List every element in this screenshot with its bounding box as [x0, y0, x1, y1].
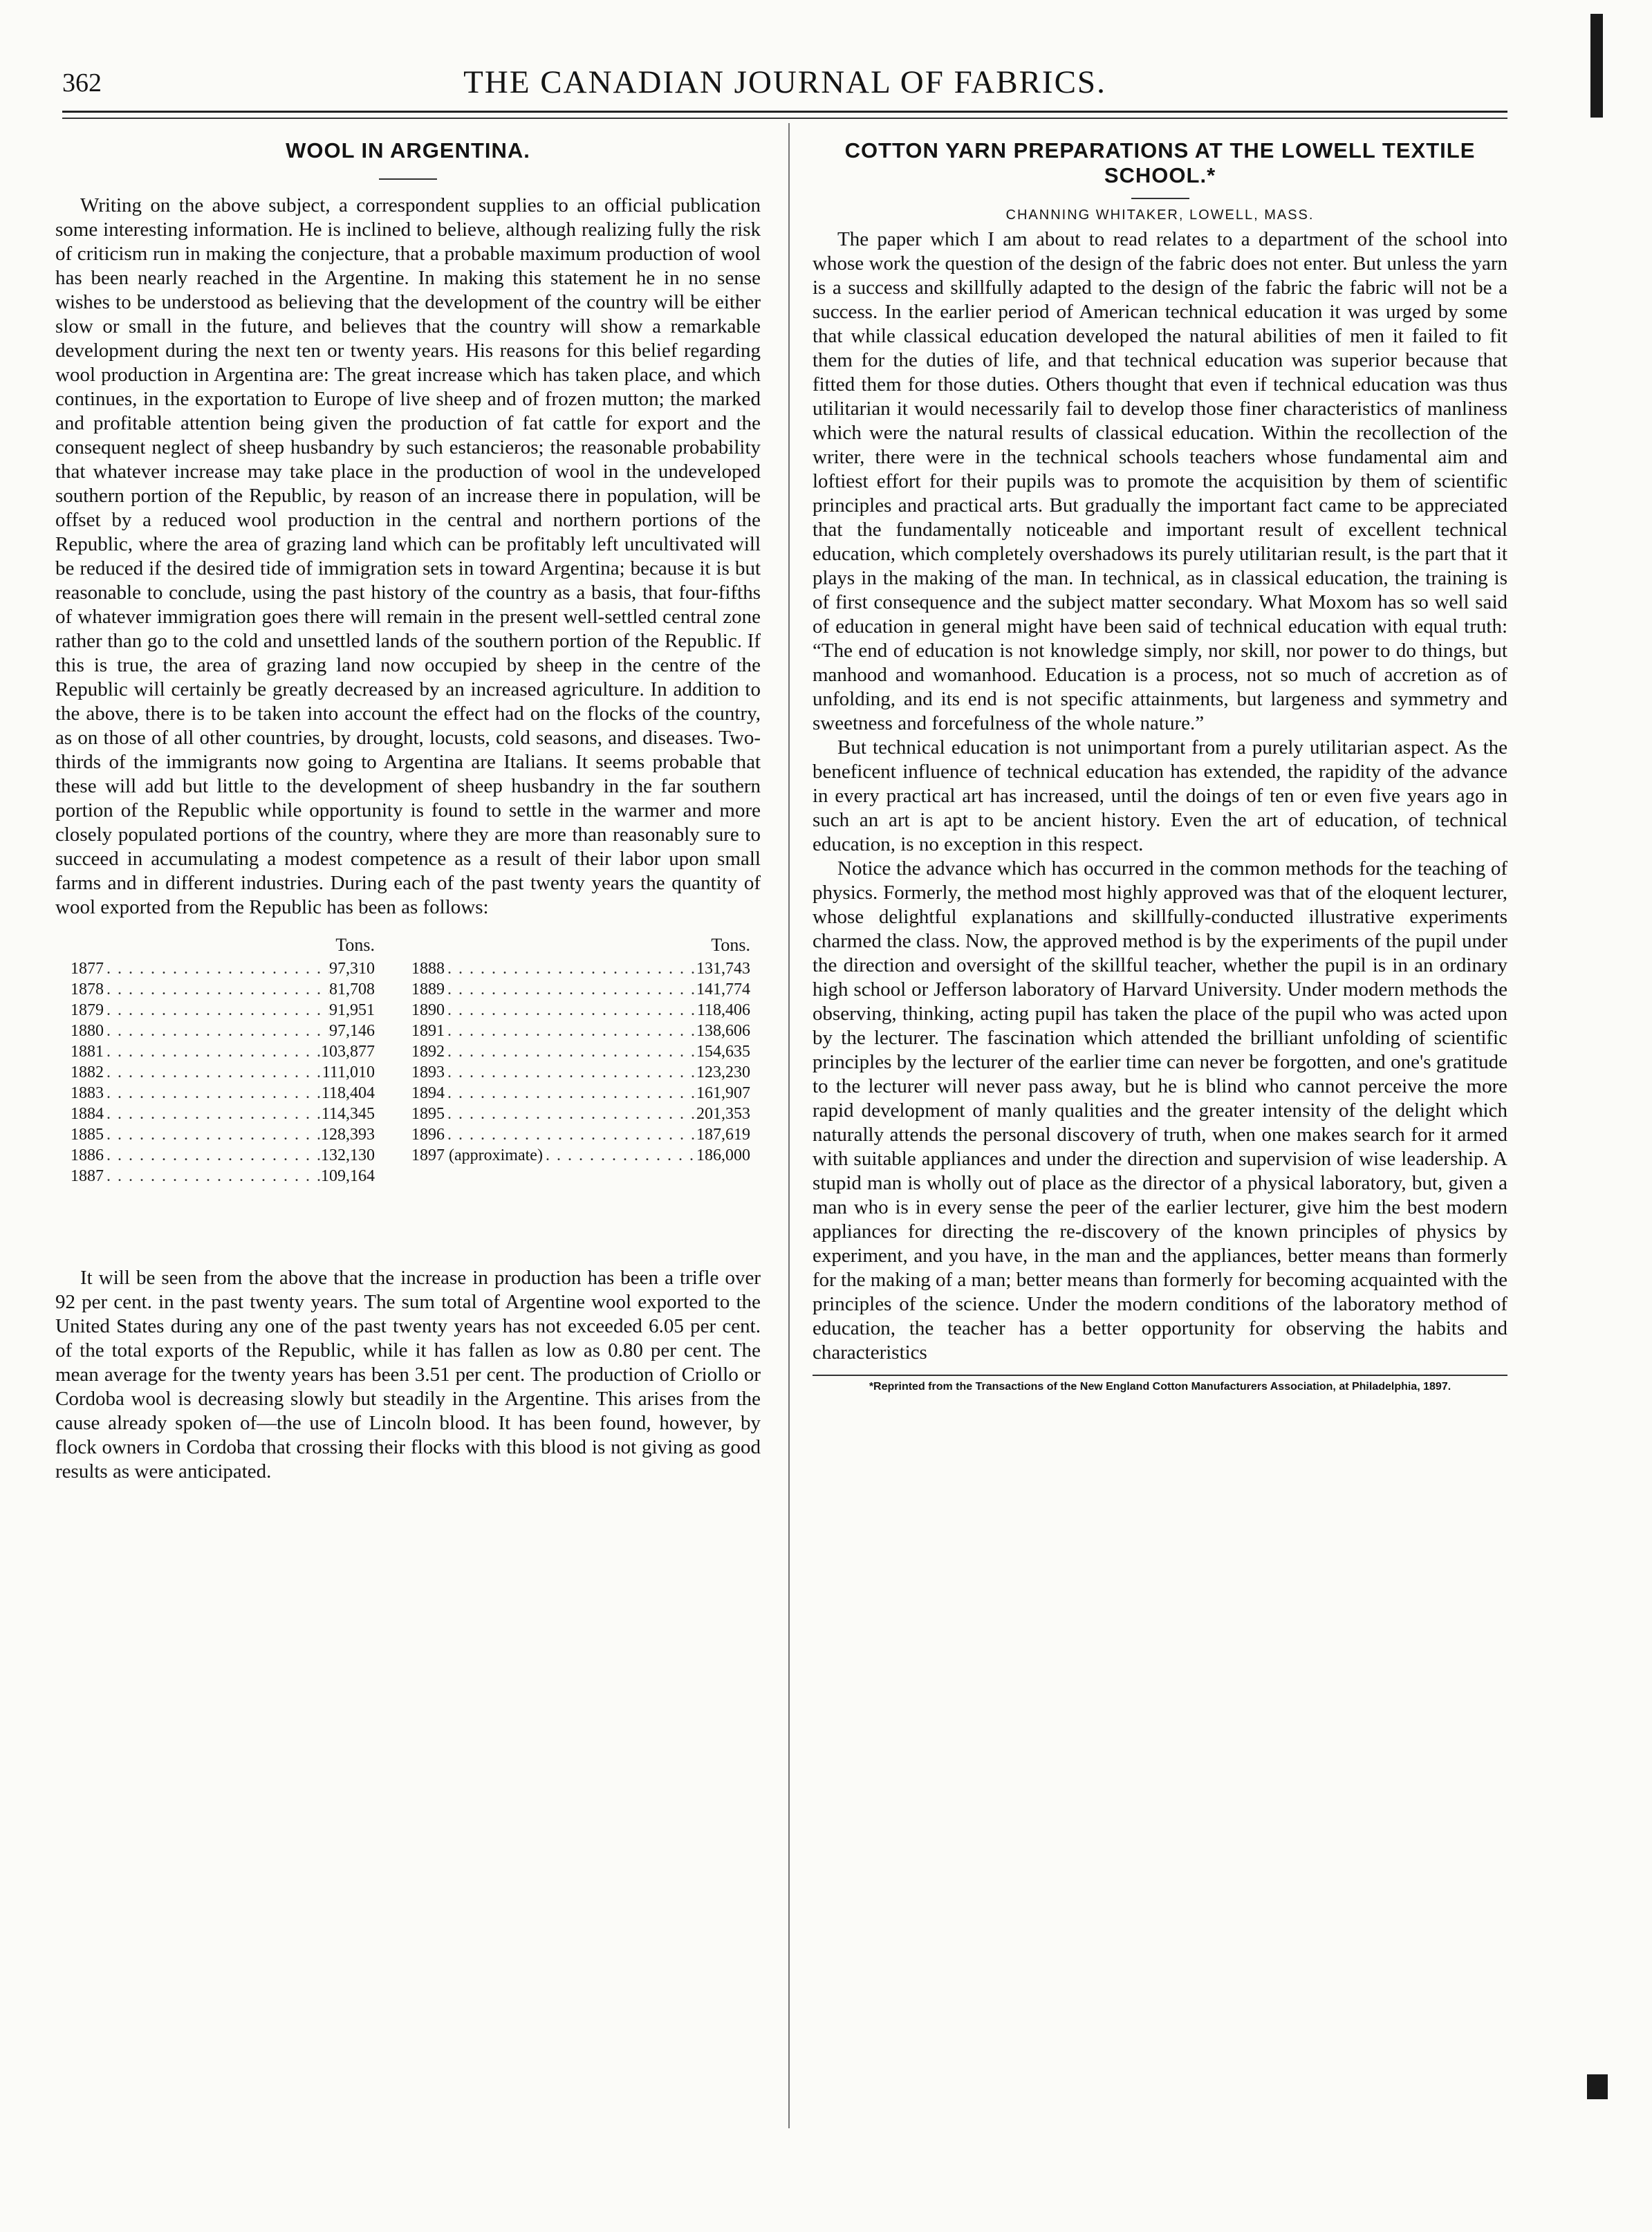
leader-dots [445, 1104, 696, 1124]
footnote-rule [813, 1375, 1507, 1376]
table-row [411, 1000, 750, 1021]
tons-cell: 81,708 [329, 980, 375, 998]
tons-cell: 141,774 [696, 980, 750, 998]
wool-export-table [55, 935, 761, 1249]
leader-dots [445, 1062, 696, 1083]
table-row [71, 1145, 375, 1166]
year-cell: 1887 [71, 1167, 104, 1185]
table-header: Tons. [711, 935, 750, 955]
table-row [411, 1021, 750, 1041]
table-row [411, 1083, 750, 1104]
table-row [71, 958, 375, 979]
table-row [411, 958, 750, 979]
year-cell: 1880 [71, 1022, 104, 1040]
table-row [71, 1062, 375, 1083]
tons-cell: 154,635 [696, 1043, 750, 1061]
table-row [71, 1083, 375, 1104]
article-paragraph: Writing on the above subject, a correspondent supplies to an official publication some interesting information. He is inclined to believe, although realizing fully the risk of criticism run in making the conjecture, that a probable maximum production of wool has been nearly reached in the Argentine. In making this statement he in no sense wishes to be understood as believing that the development of the country will be either slow or small in the future, and believes that the country will show a remarkable development during the next ten or twenty years. His reasons for this belief regarding wool production in Argentina are: The great increase which has taken place, and which continues, in the exportation to Europe of live sheep and of frozen mutton; the marked and profitable attention being given the production of fat cattle for export and the consequent neglect of sheep husbandry by such estancieros; the reasonable probability that whatever increase may take place in the production of wool in the undeveloped southern portion of the Republic, by reason of an increase there in population, will be offset by a reduced wool production in the central and northern portions of the Republic, where the area of grazing land which can be profitably left uncultivated will be reduced if the desired tide of immigration sets in toward Argentina; because it is but reasonable to conclude, using the past history of the country as a basis, that four-fifths of whatever immigration goes there will remain in the present well-settled central zone rather than go to the cold and unsettled lands of the southern portion of the Republic. If this is true, the area of grazing land now occupied by sheep in the centre of the Republic will certainly be greatly decreased by an increased agriculture. In addition to the above, there is to be taken into account the effect had on the flocks of the country, as on those of all other countries, by drought, locusts, cold seasons, and diseases. Two-thirds of the immigrants now going to Argentina are Italians. It seems probable that these will add but little to the development of sheep husbandry in the far southern portion of the Republic while opportunity is found to settle in the warmer and more closely populated portions of the country, where they are more than reasonably sure to succeed in accumulating a modest competence as a result of their labor upon small farms and in different industries. During each of the past twenty years the quantity of wool exported from the Republic has been as follows: [55, 194, 761, 918]
table-row [71, 979, 375, 1000]
leader-dots [104, 958, 329, 979]
year-cell: 1894 [411, 1084, 445, 1102]
year-cell: 1896 [411, 1126, 445, 1144]
table-row [411, 1041, 750, 1062]
leader-dots [104, 1104, 322, 1124]
leader-dots [104, 979, 329, 1000]
year-cell: 1885 [71, 1126, 104, 1144]
tons-cell: 118,404 [321, 1084, 375, 1102]
year-cell: 1877 [71, 960, 104, 978]
tons-cell: 132,130 [321, 1146, 375, 1164]
table-row [411, 1145, 750, 1166]
year-cell: 1895 [411, 1105, 445, 1123]
tons-cell: 109,164 [321, 1167, 375, 1185]
table-row [411, 1104, 750, 1124]
year-cell: 1883 [71, 1084, 104, 1102]
tons-cell: 186,000 [696, 1146, 750, 1164]
wool-argentina-article [55, 131, 761, 1484]
tons-cell: 123,230 [696, 1063, 750, 1081]
article-title: COTTON YARN PREPARATIONS AT THE LOWELL TEXTILE SCHOOL.* [844, 138, 1476, 187]
leader-dots [445, 1124, 696, 1145]
table-row [71, 1021, 375, 1041]
tons-cell: 161,907 [696, 1084, 750, 1102]
year-cell: 1878 [71, 980, 104, 998]
tons-cell: 97,310 [329, 960, 375, 978]
leader-dots [104, 1083, 322, 1104]
year-cell: 1882 [71, 1063, 104, 1081]
tons-cell: 103,877 [321, 1043, 375, 1061]
year-cell: 1890 [411, 1001, 445, 1019]
title-rule [379, 178, 437, 180]
title-rule [1131, 198, 1189, 199]
tons-cell: 138,606 [696, 1022, 750, 1040]
page-number: 362 [62, 68, 102, 97]
leader-dots [445, 1041, 696, 1062]
article-paragraph: It will be seen from the above that the increase in production has been a trifle over 92 per cent. in the past twenty years. The sum total of Argentine wool exported to the United States during any one of the past twenty years has not exceeded 6.05 per cent. of the total exports of the Republic, while it has fallen as low as 0.80 per cent. The mean average for the twenty years has been 3.51 per cent. The production of Criollo or Cordoba wool is decreasing slowly but steadily in the Argentine. This arises from the cause already spoken of—the use of Lincoln blood. It has been found, however, by flock owners in Cordoba that crossing their flocks with this blood is not giving as good results as were anticipated. [55, 1267, 761, 1482]
header-rule-thin [62, 118, 1507, 119]
leader-dots [104, 1000, 329, 1021]
table-row [411, 1124, 750, 1145]
year-cell: 1897 (approximate) [411, 1146, 543, 1164]
year-cell: 1884 [71, 1105, 104, 1123]
leader-dots [104, 1021, 329, 1041]
leader-dots [104, 1166, 321, 1187]
article-title: WOOL IN ARGENTINA. [286, 138, 530, 162]
year-cell: 1892 [411, 1043, 445, 1061]
tons-cell: 187,619 [696, 1126, 750, 1144]
page-header [62, 64, 1507, 105]
article-paragraph: Notice the advance which has occurred in the common methods for the teaching of physics. Formerly, the method most highly approved was that of the eloquent lecturer, whose delightful explanations and skillfully-conducted illustrative experiments charmed the class. Now, the approved method is by the experiments of the pupil under the direction and oversight of the skillful teacher, whether the pupil is in an ordinary high school or Jefferson laboratory of Harvard University. Under modern methods the observing, thinking, acting pupil has taken the place of the pupil who was acted upon by the lecturer. The fascination which attended the brilliant unfolding of scientific principles by the lecturer of the earlier time can never be forgotten, and one's gratitude to the lecturer will never pass away, but he is blind who cannot perceive the more rapid development of manly qualities and the greater intensity of the delight which naturally attends the personal discovery of truth, when one makes search for it armed with suitable appliances and under the direction and supervision of wise leadership. A stupid man is wholly out of place as the director of a physical laboratory, but, given a man who is in every sense the peer of the earlier lecturer, give him the best modern appliances for directing the re-discovery of the known principles of physics by experiment, and you have, in the man and the appliances, better means than formerly for the making of a man; better means than formerly for becoming acquainted with the principles of the science. Under the modern conditions of the laboratory method of education, the teacher has a better opportunity for observing the habits and characteristics [813, 857, 1507, 1364]
year-cell: 1888 [411, 960, 445, 978]
year-cell: 1886 [71, 1146, 104, 1164]
tons-cell: 97,146 [329, 1022, 375, 1040]
table-header: Tons. [335, 935, 375, 955]
year-cell: 1889 [411, 980, 445, 998]
leader-dots [445, 979, 696, 1000]
leader-dots [445, 1021, 696, 1041]
table-row [411, 979, 750, 1000]
table-column-left [71, 935, 375, 1187]
tons-cell: 201,353 [696, 1105, 750, 1123]
leader-dots [104, 1041, 321, 1062]
leader-dots [445, 1083, 696, 1104]
table-row [71, 1166, 375, 1187]
year-cell: 1881 [71, 1043, 104, 1061]
footnote: *Reprinted from the Transactions of the New England Cotton Manufacturers Association, at Philadelphia, 1897. [869, 1381, 1451, 1393]
leader-dots [445, 1000, 697, 1021]
table-row [71, 1000, 375, 1021]
year-cell: 1893 [411, 1063, 445, 1081]
leader-dots [104, 1062, 322, 1083]
tons-cell: 111,010 [322, 1063, 375, 1081]
year-cell: 1891 [411, 1022, 445, 1040]
scan-edge-mark [1590, 14, 1603, 118]
author-byline: CHANNING WHITAKER, LOWELL, MASS. [1005, 207, 1315, 223]
scan-edge-mark [1587, 2074, 1608, 2099]
leader-dots [104, 1145, 321, 1166]
article-paragraph: But technical education is not unimportant from a purely utilitarian aspect. As the beneficent influence of technical education has extended, the rapidity of the advance in every practical art has increased, until the doings of ten or even five years ago in such an art is apt to be ancient history. Even the art of education, of technical education, is no exception in this respect. [813, 736, 1507, 855]
header-rule [62, 111, 1507, 113]
leader-dots [543, 1145, 696, 1166]
journal-title: THE CANADIAN JOURNAL OF FABRICS. [463, 64, 1106, 100]
tons-cell: 128,393 [321, 1126, 375, 1144]
table-row [411, 1062, 750, 1083]
tons-cell: 131,743 [696, 960, 750, 978]
leader-dots [445, 958, 696, 979]
leader-dots [104, 1124, 321, 1145]
column-divider [788, 123, 790, 2128]
table-column-right [411, 935, 750, 1166]
tons-cell: 91,951 [329, 1001, 375, 1019]
table-row [71, 1104, 375, 1124]
tons-cell: 114,345 [321, 1105, 375, 1123]
table-row [71, 1041, 375, 1062]
tons-cell: 118,406 [696, 1001, 750, 1019]
cotton-yarn-article [813, 131, 1507, 1394]
year-cell: 1879 [71, 1001, 104, 1019]
article-paragraph: The paper which I am about to read relates to a department of the school into whose work the question of the design of the fabric does not enter. But unless the yarn is a success and skillfully adapted to the design of the fabric the fabric will not be a success. In the earlier period of American technical education it was urged by some that while classical education developed the natural abilities of men it failed to fit them for the duties of life, and that technical education was superior because that fitted them for those duties. Others thought that even if technical education was thus utilitarian it would necessarily fail to develop those finer characteristics of manliness which were the natural results of classical education. Within the recollection of the writer, there were in the technical schools teachers whose fundamental aim and loftiest effort for their pupils was to promote the acquisition by them of scientific principles and practical arts. But gradually the important fact came to be appreciated that the fundamentally noticeable and important result of excellent technical education, which completely overshadows its purely utilitarian result, is the part that it plays in the making of the man. In technical, as in classical education, the training is of first consequence and the subject matter secondary. What Moxom has so well said of education in general might have been said of technical education with equal truth: “The end of education is not knowledge simply, nor skill, nor power to do things, but manhood and womanhood. Education is a process, not so much of accretion as of unfolding, and its end is not specific attainments, but largeness and symmetry and sweetness and forcefulness of the whole nature.” [813, 228, 1507, 734]
table-row [71, 1124, 375, 1145]
